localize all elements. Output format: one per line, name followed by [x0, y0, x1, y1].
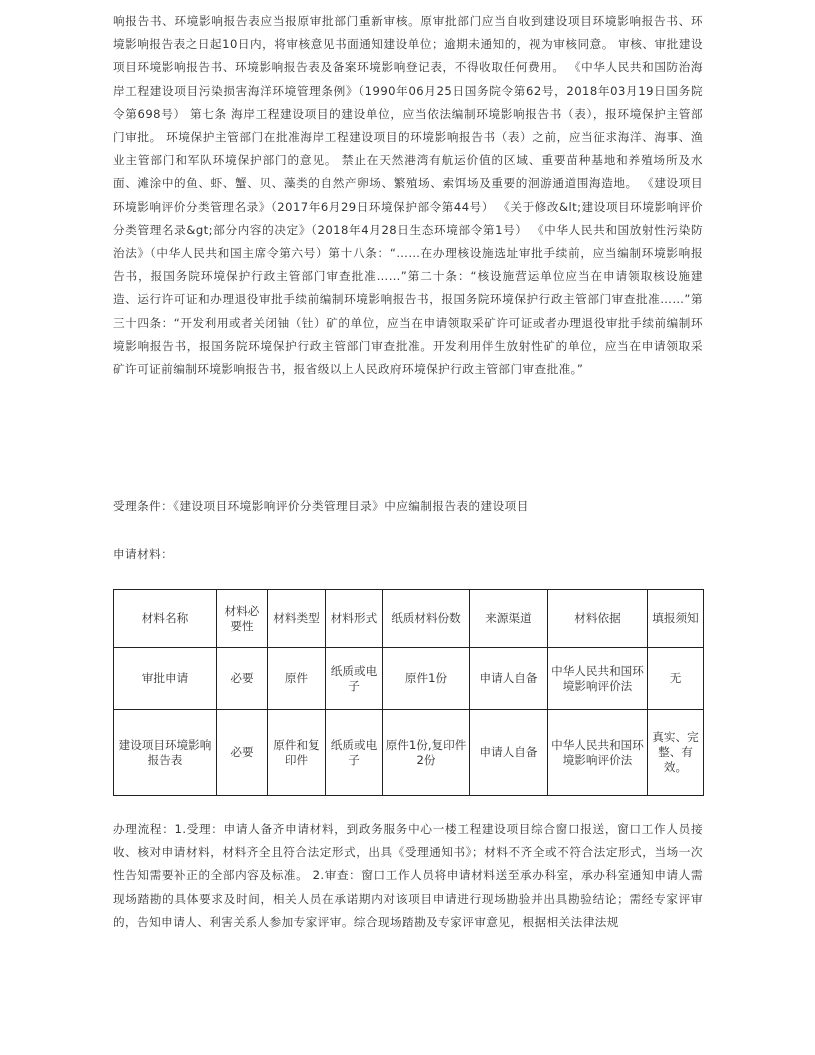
table-cell: 申请人自备: [470, 710, 548, 796]
table-row: [114, 648, 704, 710]
table-cell: 必要: [217, 710, 268, 796]
table-cell: 纸质或电子: [326, 648, 383, 710]
table-cell: 中华人民共和国环境影响评价法: [548, 648, 648, 710]
header-cell: 来源渠道: [470, 590, 548, 648]
header-cell: 材料必要性: [217, 590, 268, 648]
table-row: [114, 710, 704, 796]
process-paragraph: 办理流程：1.受理：申请人备齐申请材料，到政务服务中心一楼工程建设项目综合窗口报送，窗口工作人员接收、核对申请材料，材料齐全且符合法定形式，出具《受理通知书》；材料不齐全或不符合法定形式，当场一次性告知需要补正的全部内容及标准。 2.审查：窗口工作人员将申请材料送至承办科室，承办科室通知申请人需现场踏勘的具体要求及时间，相关人员在承诺期内对该项目申请进行现场勘验并出具勘验结论；需经专家评审的，告知申请人、利害关系人参加专家评审。综合现场踏勘及专家评审意见，根据相关法律法规: [113, 822, 703, 929]
header-cell: 填报须知: [648, 590, 704, 648]
table-cell: 原件1份: [383, 648, 470, 710]
table-cell: 原件和复印件: [268, 710, 326, 796]
materials-table: [113, 589, 704, 796]
materials-label: 申请材料：: [113, 547, 174, 561]
table-cell: 无: [648, 648, 704, 710]
table-cell: 中华人民共和国环境影响评价法: [548, 710, 648, 796]
table-header-row: [114, 590, 704, 648]
table-cell: 审批申请: [114, 648, 217, 710]
header-cell: 材料形式: [326, 590, 383, 648]
table-cell: 原件: [268, 648, 326, 710]
table-cell: 建设项目环境影响报告表: [114, 710, 217, 796]
intro-paragraph: 响报告书、环境影响报告表应当报原审批部门重新审核。原审批部门应当自收到建设项目环境影响报告书、环境影响报告表之日起10日内，将审核意见书面通知建设单位；逾期未通知的，视为审核同意。 审核、审批建设项目环境影响报告书、环境影响报告表及备案环境影响登记表，不得收取任何费用。 《中华人民共和国防治海岸工程建设项目污染损害海洋环境管理条例》（1990年06月25日国务院令第62号，2018年03月19日国务院令第698号） 第七条 海岸工程建设项目的建设单位，应当依法编制环境影响报告书（表），报环境保护主管部门审批。 环境保护主管部门在批准海岸工程建设项目的环境影响报告书（表）之前，应当征求海洋、海事、渔业主管部门和军队环境保护部门的意见。 禁止在天然港湾有航运价值的区域、重要苗种基地和养殖场所及水面、滩涂中的鱼、虾、蟹、贝、藻类的自然产卵场、繁殖场、索饵场及重要的洄游通道围海造地。 《建设项目环境影响评价分类管理名录》（2017年6月29日环境保护部令第44号） 《关于修改&lt;建设项目环境影响评价分类管理名录&gt;部分内容的决定》（2018年4月28日生态环境部令第1号） 《中华人民共和国放射性污染防治法》（中华人民共和国主席令第六号）第十八条：“……在办理核设施选址审批手续前，应当编制环境影响报告书，报国务院环境保护行政主管部门审查批准……”第二十条：“核设施营运单位应当在申请领取核设施建造、运行许可证和办理退役审批手续前编制环境影响报告书，报国务院环境保护行政主管部门审查批准……”第三十四条：“开发利用或者关闭铀（钍）矿的单位，应当在申请领取采矿许可证或者办理退役审批手续前编制环境影响报告书，报国务院环境保护行政主管部门审查批准。开发利用伴生放射性矿的单位，应当在申请领取采矿许可证前编制环境影响报告书，报省级以上人民政府环境保护行政主管部门审查批准。”: [113, 14, 703, 377]
header-cell: 纸质材料份数: [383, 590, 470, 648]
header-cell: 材料名称: [114, 590, 217, 648]
header-cell: 材料类型: [268, 590, 326, 648]
header-cell: 材料依据: [548, 590, 648, 648]
table-cell: 必要: [217, 648, 268, 710]
acceptance-condition: 受理条件：《建设项目环境影响评价分类管理目录》中应编制报告表的建设项目: [113, 499, 529, 513]
table-cell: 原件1份,复印件2份: [383, 710, 470, 796]
table-cell: 纸质或电子: [326, 710, 383, 796]
table-cell: 真实、完整、有效。: [648, 710, 704, 796]
table-cell: 申请人自备: [470, 648, 548, 710]
